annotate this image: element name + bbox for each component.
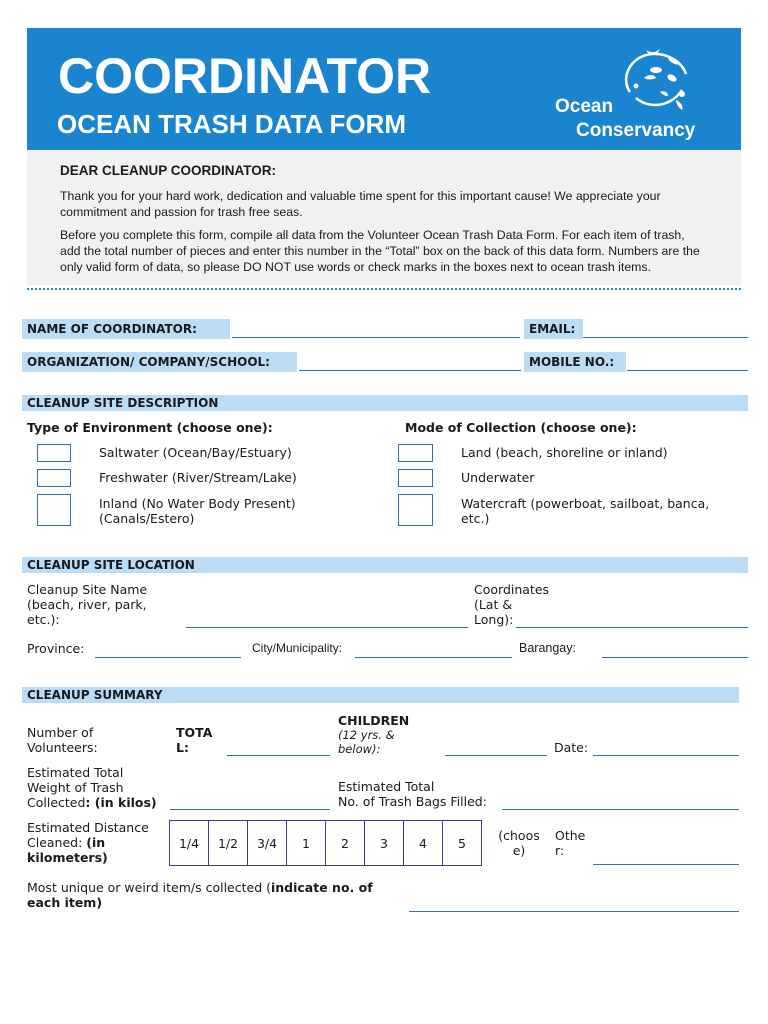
form-title: COORDINATOR: [58, 48, 432, 104]
total-volunteers-field[interactable]: [227, 755, 330, 756]
email-field[interactable]: [583, 337, 748, 338]
distance-option[interactable]: 3/4: [248, 821, 287, 866]
dotted-divider: [27, 288, 741, 290]
bags-field[interactable]: [502, 809, 739, 810]
weight-field[interactable]: [170, 809, 330, 810]
mobile-label: MOBILE NO.:: [524, 352, 626, 372]
land-checkbox[interactable]: [398, 444, 433, 462]
mobile-field[interactable]: [627, 370, 748, 371]
saltwater-option: Saltwater (Ocean/Bay/Estuary): [99, 445, 292, 460]
choose-note: (choos e): [498, 828, 540, 858]
site-description-bar: CLEANUP SITE DESCRIPTION: [22, 395, 748, 411]
watercraft-option: Watercraft (powerboat, sailboat, banca, etc.): [461, 496, 710, 526]
unique-items-label: Most unique or weird item/s collected (indicate no. of each item): [27, 880, 373, 910]
logo-text-conservancy: Conservancy: [576, 120, 696, 141]
inland-checkbox[interactable]: [37, 494, 71, 526]
intro-heading: DEAR CLEANUP COORDINATOR:: [60, 163, 277, 178]
province-label: Province:: [27, 641, 85, 656]
site-name-field[interactable]: [186, 627, 468, 628]
logo-text-ocean: Ocean: [555, 96, 614, 117]
distance-option[interactable]: 2: [326, 821, 365, 866]
distance-option[interactable]: 1: [287, 821, 326, 866]
saltwater-checkbox[interactable]: [37, 444, 71, 462]
date-label: Date:: [554, 740, 589, 755]
date-field[interactable]: [593, 755, 739, 756]
barangay-field[interactable]: [602, 657, 748, 658]
other-distance-field[interactable]: [593, 864, 739, 865]
distance-option[interactable]: 3: [365, 821, 404, 866]
distance-option[interactable]: 1/2: [209, 821, 248, 866]
distance-options-table: [169, 820, 482, 866]
intro-paragraph-2: Before you complete this form, compile all data from the Volunteer Ocean Trash Data Form. For each item of trash, add the total number of pieces and enter this number in the “Total” box on the back of this data form. Numbers are the only valid form of data, so please DO NOT use words or check marks in the boxes next to ocean trash items.: [60, 228, 700, 274]
underwater-checkbox[interactable]: [398, 469, 433, 487]
organization-label: ORGANIZATION/ COMPANY/SCHOOL:: [22, 352, 297, 372]
land-option: Land (beach, shoreline or inland): [461, 445, 668, 460]
coordinator-name-label: NAME OF COORDINATOR:: [22, 319, 230, 339]
freshwater-checkbox[interactable]: [37, 469, 71, 487]
freshwater-option: Freshwater (River/Stream/Lake): [99, 470, 297, 485]
city-field[interactable]: [355, 657, 512, 658]
distance-option[interactable]: 1/4: [170, 821, 209, 866]
coordinator-name-field[interactable]: [232, 337, 520, 338]
bags-label: Estimated Total No. of Trash Bags Filled:: [338, 779, 487, 809]
total-label: TOTA L:: [176, 725, 213, 755]
mode-heading: Mode of Collection (choose one):: [405, 420, 637, 435]
cleanup-summary-bar: CLEANUP SUMMARY: [22, 687, 739, 703]
distance-option[interactable]: 5: [443, 821, 482, 866]
site-location-bar: CLEANUP SITE LOCATION: [22, 557, 748, 573]
other-label: Othe r:: [555, 828, 586, 858]
province-field[interactable]: [95, 657, 241, 658]
distance-label: Estimated Distance Cleaned: (in kilometers): [27, 820, 149, 865]
ocean-conservancy-emblem-icon: [616, 48, 694, 116]
volunteers-label: Number of Volunteers:: [27, 725, 98, 755]
form-subtitle: OCEAN TRASH DATA FORM: [57, 109, 407, 139]
organization-field[interactable]: [299, 370, 521, 371]
site-name-label: Cleanup Site Name (beach, river, park, etc.):: [27, 582, 148, 627]
coordinates-field[interactable]: [516, 627, 748, 628]
inland-option: Inland (No Water Body Present) (Canals/Estero): [99, 496, 296, 526]
weight-label: Estimated Total Weight of Trash Collected: (in kilos): [27, 765, 157, 810]
distance-option[interactable]: 4: [404, 821, 443, 866]
coordinates-label: Coordinates (Lat & Long):: [474, 582, 550, 627]
environment-heading: Type of Environment (choose one):: [27, 420, 273, 435]
underwater-option: Underwater: [461, 470, 535, 485]
barangay-label: Barangay:: [519, 641, 576, 655]
intro-paragraph-1: Thank you for your hard work, dedication and valuable time spent for this important cause! We appreciate your commitment and passion for trash free seas.: [60, 189, 661, 219]
watercraft-checkbox[interactable]: [398, 494, 433, 526]
children-label: CHILDREN: [338, 713, 410, 728]
city-label: City/Municipality:: [252, 641, 343, 655]
email-label: EMAIL:: [524, 319, 583, 339]
unique-items-field[interactable]: [409, 911, 739, 912]
children-note: (12 yrs. & below):: [338, 728, 395, 756]
children-field[interactable]: [445, 755, 547, 756]
